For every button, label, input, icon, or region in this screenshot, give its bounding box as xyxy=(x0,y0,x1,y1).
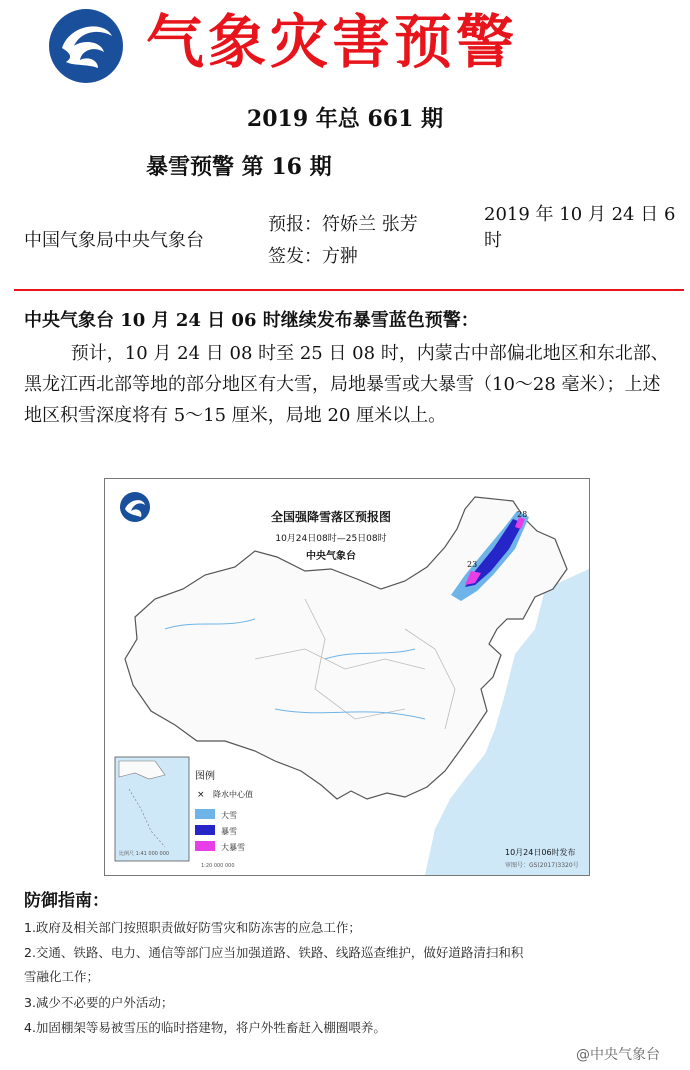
issue-date: 2019 年 10 月 24 日 6 时 xyxy=(484,204,676,251)
map-logo xyxy=(120,492,150,522)
guidance-item: 雪融化工作； xyxy=(24,969,100,984)
signer-name: 方翀 xyxy=(322,246,358,267)
warning-headline: 中央气象台 10 月 24 日 06 时继续发布暴雪蓝色预警： xyxy=(24,310,479,331)
guidance-item: 3.减少不必要的户外活动； xyxy=(24,995,174,1010)
forecaster-names: 符娇兰 张芳 xyxy=(322,214,418,235)
issue-number: 2019 年总 661 期 xyxy=(246,106,444,132)
publish-time: 10月24日06时发布 xyxy=(505,848,576,857)
map-scale: 1:20 000 000 xyxy=(201,863,235,869)
inset-scale: 比例尺 1:41 000 000 xyxy=(119,851,170,857)
forecaster-row xyxy=(268,210,418,236)
signer-label: 签发： xyxy=(268,246,322,267)
guidance-item: 4.加固棚架等易被雪压的临时搭建物，将户外牲畜赶入棚圈喂养。 xyxy=(24,1020,386,1035)
legend-title: 图例 xyxy=(195,771,215,782)
legend-extreme: 大暴雪 xyxy=(221,843,245,852)
warning-issue: 暴雪预警 第 16 期 xyxy=(146,154,332,180)
header-divider xyxy=(14,289,684,291)
legend-swatch-blizzard xyxy=(195,825,215,835)
cma-logo xyxy=(46,6,132,86)
bulletin-title: 气象灾害预警 xyxy=(146,8,519,76)
forecaster-label: 预报： xyxy=(268,214,322,235)
signer-row xyxy=(268,242,358,268)
legend-swatch-heavy xyxy=(195,809,215,819)
value-label-28: 28 xyxy=(517,510,528,519)
forecast-paragraph: 预计，10 月 24 日 08 时至 25 日 08 时，内蒙古中部偏北地区和东北部、黑龙江西北部等地的部分地区有大雪，局地暴雪或大暴雪（10～28 毫米）；上述地区积雪深度将有 5～15 厘米，局地 20 厘米以上。 xyxy=(24,343,669,426)
guidance-item: 2.交通、铁路、电力、通信等部门应当加强道路、铁路、线路巡查维护，做好道路清扫和积 xyxy=(24,945,524,960)
value-label-23: 23 xyxy=(467,560,478,569)
map-time-range: 10月24日08时—25日08时 xyxy=(275,534,387,544)
snowfall-forecast-map xyxy=(104,478,590,876)
map-issuer: 中央气象台 xyxy=(306,551,356,562)
legend-heavy: 大雪 xyxy=(221,811,237,820)
map-title: 全国强降雪落区预报图 xyxy=(270,510,392,524)
guidance-title: 防御指南： xyxy=(24,891,109,911)
review-number: 审图号：GS(2017)3320号 xyxy=(505,862,579,869)
weibo-watermark: @中央气象台 xyxy=(576,1047,660,1063)
legend-marker-x: × xyxy=(197,790,205,800)
guidance-item: 1.政府及相关部门按照职责做好防雪灾和防冻害的应急工作； xyxy=(24,920,361,935)
legend-swatch-extreme xyxy=(195,841,215,851)
agency-name: 中国气象局中央气象台 xyxy=(24,230,204,251)
legend-center: 降水中心值 xyxy=(213,790,253,799)
legend-blizzard: 暴雪 xyxy=(221,827,237,836)
